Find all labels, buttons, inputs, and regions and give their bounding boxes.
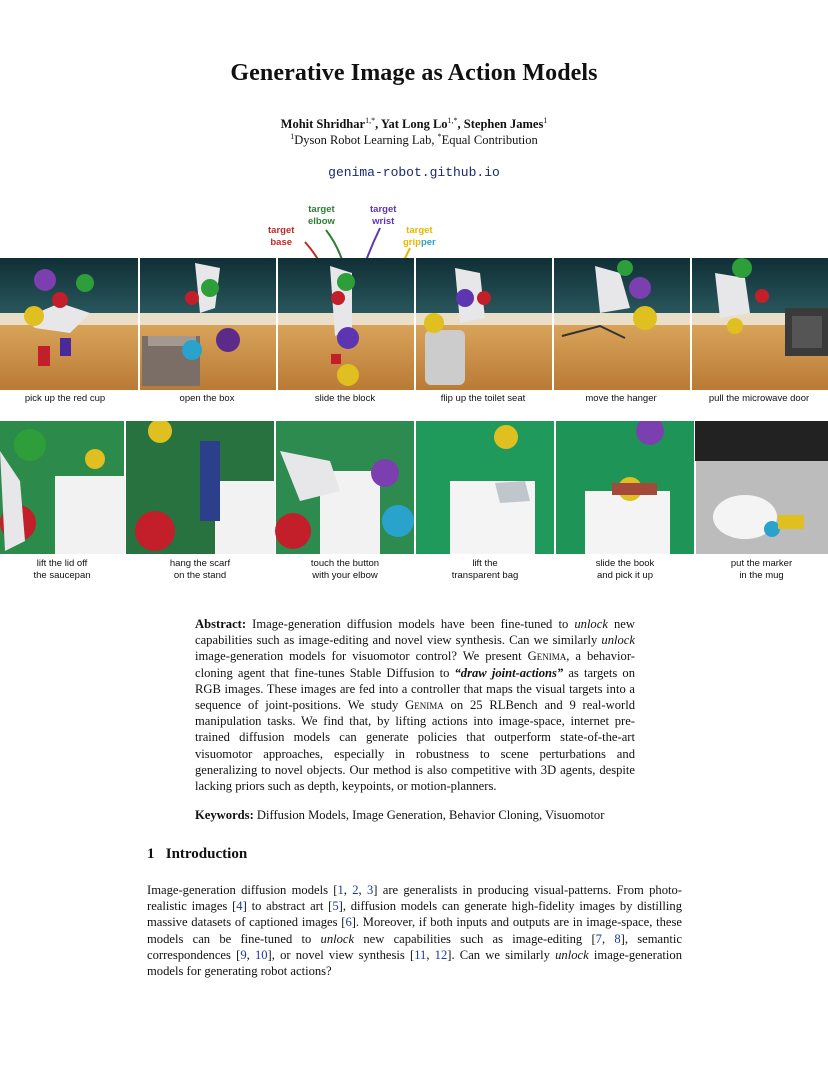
target-base-label: target base bbox=[268, 225, 295, 248]
caption-sim-4: flip up the toilet seat bbox=[440, 393, 526, 404]
affiliation: $^1$Dyson Robot Learning Lab, *Equal Contribution bbox=[290, 132, 538, 148]
caption-sim-6: pull the microwave door bbox=[708, 393, 810, 404]
intro-paragraph: Image-generation diffusion models [1, 2, 3] are generalists in producing visual-patterns. From photo-realistic images [4] to abstract art [5], diffusion models can generate high-fidelity images by distilling massive datasets of captioned images [6]. Moreover, if both inputs and outputs are in image-space, these models can be fine-tuned to unlock new capabilities such as image-editing [7, 8], semantic correspondences [9, 10], or novel view synthesis [11, 12]. Can we similarly unlock image-generation models for generating robot actions? bbox=[147, 883, 683, 979]
sim-scenes bbox=[0, 258, 828, 390]
real-scenes bbox=[0, 421, 828, 554]
caption-real-1: lift the lid off the saucepan bbox=[33, 558, 91, 581]
authors: Mohit Shridhar$^{1,*}$, Yat Long $Lo^{1,*}$, Stephen James$^1$ bbox=[280, 116, 548, 132]
sim-image-strip bbox=[0, 258, 828, 390]
caption-real-4: lift the transparent bag bbox=[451, 558, 519, 581]
target-gripper-label: target gripper bbox=[403, 225, 436, 248]
project-url-link[interactable]: genima-robot.github.io bbox=[328, 165, 500, 180]
caption-real-6: put the marker in the mug bbox=[730, 558, 793, 581]
target-wrist-label: target wrist bbox=[370, 204, 397, 227]
target-elbow-label: target elbow bbox=[308, 204, 335, 227]
caption-real-3: touch the button with your elbow bbox=[310, 558, 380, 581]
caption-sim-5: move the hanger bbox=[585, 393, 657, 404]
keywords: Keywords: Diffusion Models, Image Generation, Behavior Cloning, Visuomotor bbox=[195, 808, 605, 822]
caption-real-5: slide the book and pick it up bbox=[595, 558, 655, 581]
abstract: Abstract: Image-generation diffusion models have been fine-tuned to unlock new capabilities such as image-editing and novel view synthesis. Can we similarly unlock image-generation models for visuomotor control? We present Genima, a behavior-cloning agent that fine-tunes Stable Diffusion to “draw joint-actions” as targets on RGB images. These images are fed into a controller that maps the visual targets into a sequence of joint-positions. We study Genima on 25 RLBench and 9 real-world manipulation tasks. We find that, by lifting actions into image-space, internet pre-trained diffusion models can generate policies that outperform state-of-the-art visuomotor approaches, especially in robustness to scene perturbations and generalizing to novel objects. Our method is also competitive with 3D agents, despite lacking priors such as depth, keypoints, or motion-planners. bbox=[195, 617, 636, 794]
paper-title: Generative Image as Action Models bbox=[230, 60, 598, 86]
author-name: Yat Long Lo bbox=[380, 117, 448, 132]
section-heading: 1 Introduction bbox=[147, 846, 248, 862]
author-name: Mohit Shridhar bbox=[280, 117, 366, 132]
caption-sim-2: open the box bbox=[179, 393, 235, 404]
real-image-strip bbox=[0, 421, 828, 554]
caption-sim-1: pick up the red cup bbox=[24, 393, 106, 404]
author-name: Stephen James bbox=[463, 117, 544, 132]
caption-sim-3: slide the block bbox=[314, 393, 376, 404]
caption-real-2: hang the scarf on the stand bbox=[169, 558, 231, 581]
